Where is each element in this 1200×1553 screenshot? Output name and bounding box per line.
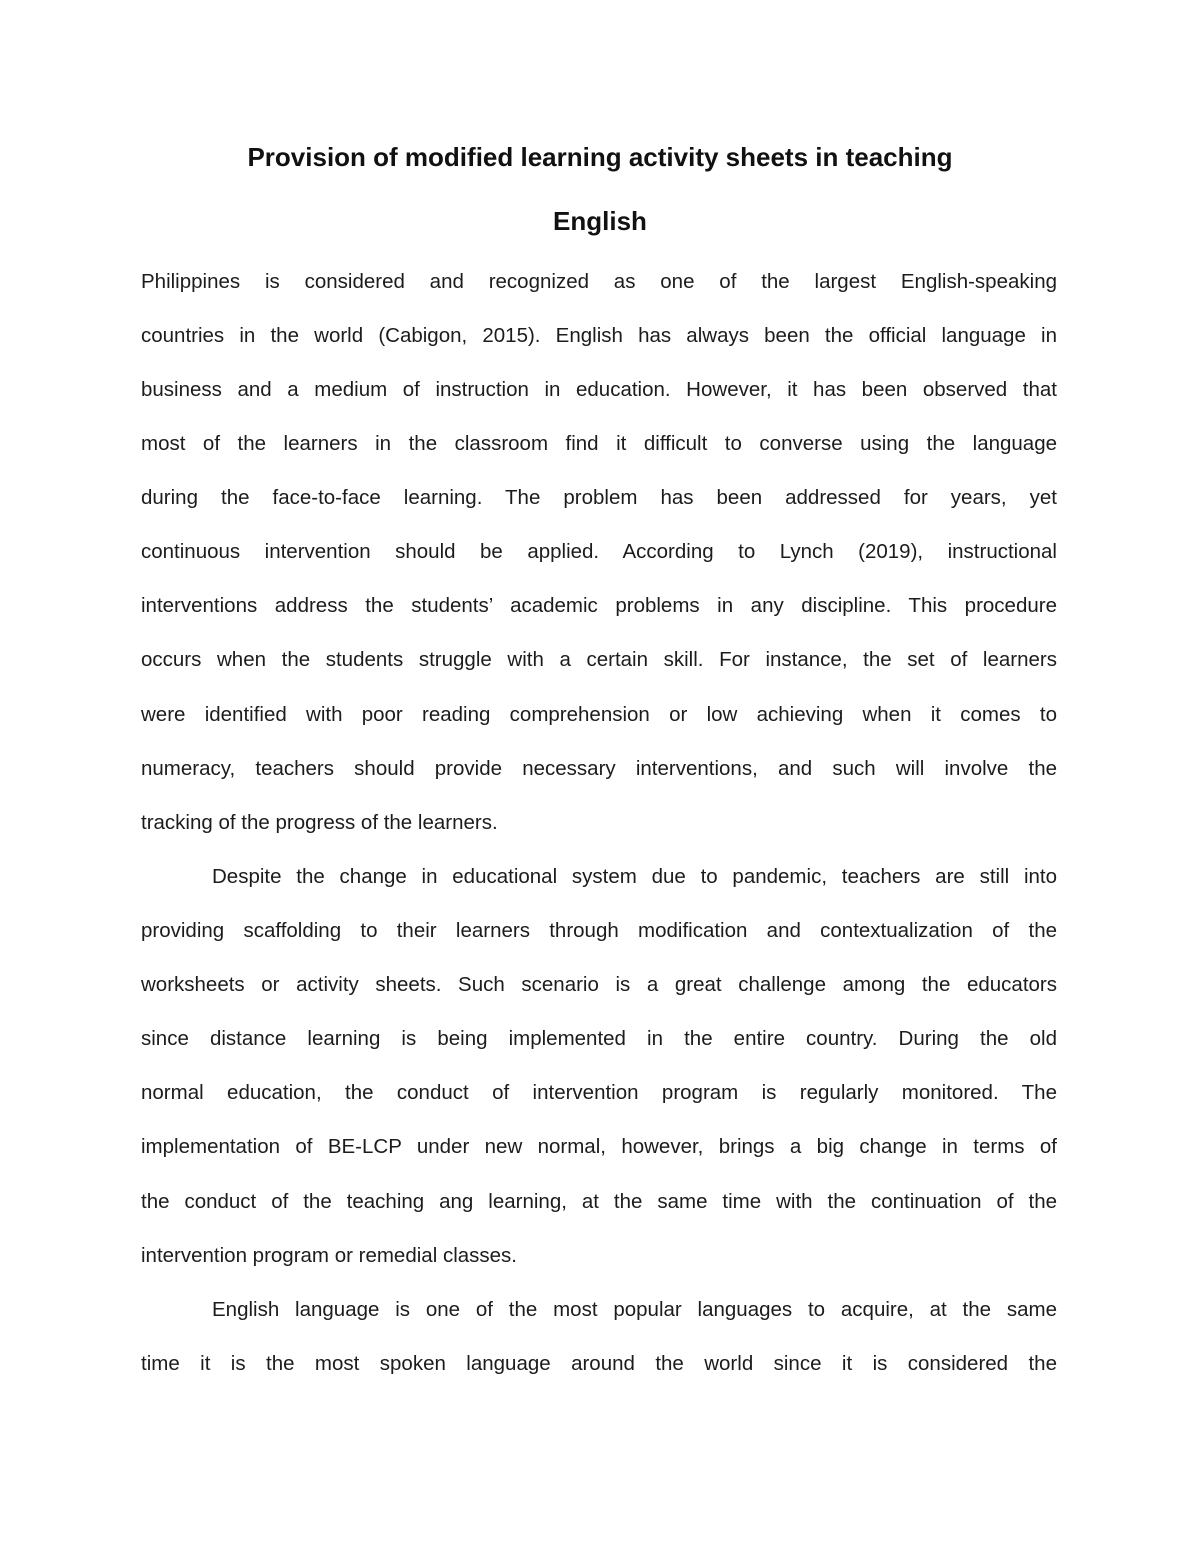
text-line: occurs when the students struggle with a certain skill. For instance, the set of learners (141, 648, 1057, 671)
text-line: Philippines is considered and recognized as one of the largest English-speaking (141, 270, 1057, 293)
document-title-continued: English (553, 206, 647, 236)
text-line: most of the learners in the classroom find it difficult to converse using the language (141, 432, 1057, 455)
text-line: English language is one of the most popular languages to acquire, at the same (212, 1298, 1057, 1321)
text-line: tracking of the progress of the learners. (141, 811, 498, 834)
text-line: business and a medium of instruction in education. However, it has been observed that (141, 378, 1057, 401)
text-line: during the face-to-face learning. The problem has been addressed for years, yet (141, 486, 1057, 509)
text-line: time it is the most spoken language around the world since it is considered the (141, 1352, 1057, 1375)
text-line: continuous intervention should be applied. According to Lynch (2019), instructional (141, 540, 1057, 563)
text-line: implementation of BE-LCP under new normal, however, brings a big change in terms of (141, 1135, 1057, 1158)
text-line: countries in the world (Cabigon, 2015). English has always been the official language in (141, 324, 1057, 347)
document-title: Provision of modified learning activity sheets in teaching (247, 142, 953, 172)
text-line: Despite the change in educational system due to pandemic, teachers are still into (212, 865, 1057, 888)
text-line: providing scaffolding to their learners through modification and contextualization of the (141, 919, 1057, 942)
text-line: interventions address the students’ academic problems in any discipline. This procedure (141, 594, 1057, 617)
text-line: since distance learning is being implemented in the entire country. During the old (141, 1027, 1057, 1050)
text-line: numeracy, teachers should provide necessary interventions, and such will involve the (141, 757, 1057, 780)
text-line: worksheets or activity sheets. Such scenario is a great challenge among the educators (141, 973, 1057, 996)
text-line: were identified with poor reading comprehension or low achieving when it comes to (141, 703, 1057, 726)
text-line: the conduct of the teaching ang learning, at the same time with the continuation of the (141, 1190, 1057, 1213)
text-line: normal education, the conduct of intervention program is regularly monitored. The (141, 1081, 1057, 1104)
text-line: intervention program or remedial classes. (141, 1244, 517, 1267)
